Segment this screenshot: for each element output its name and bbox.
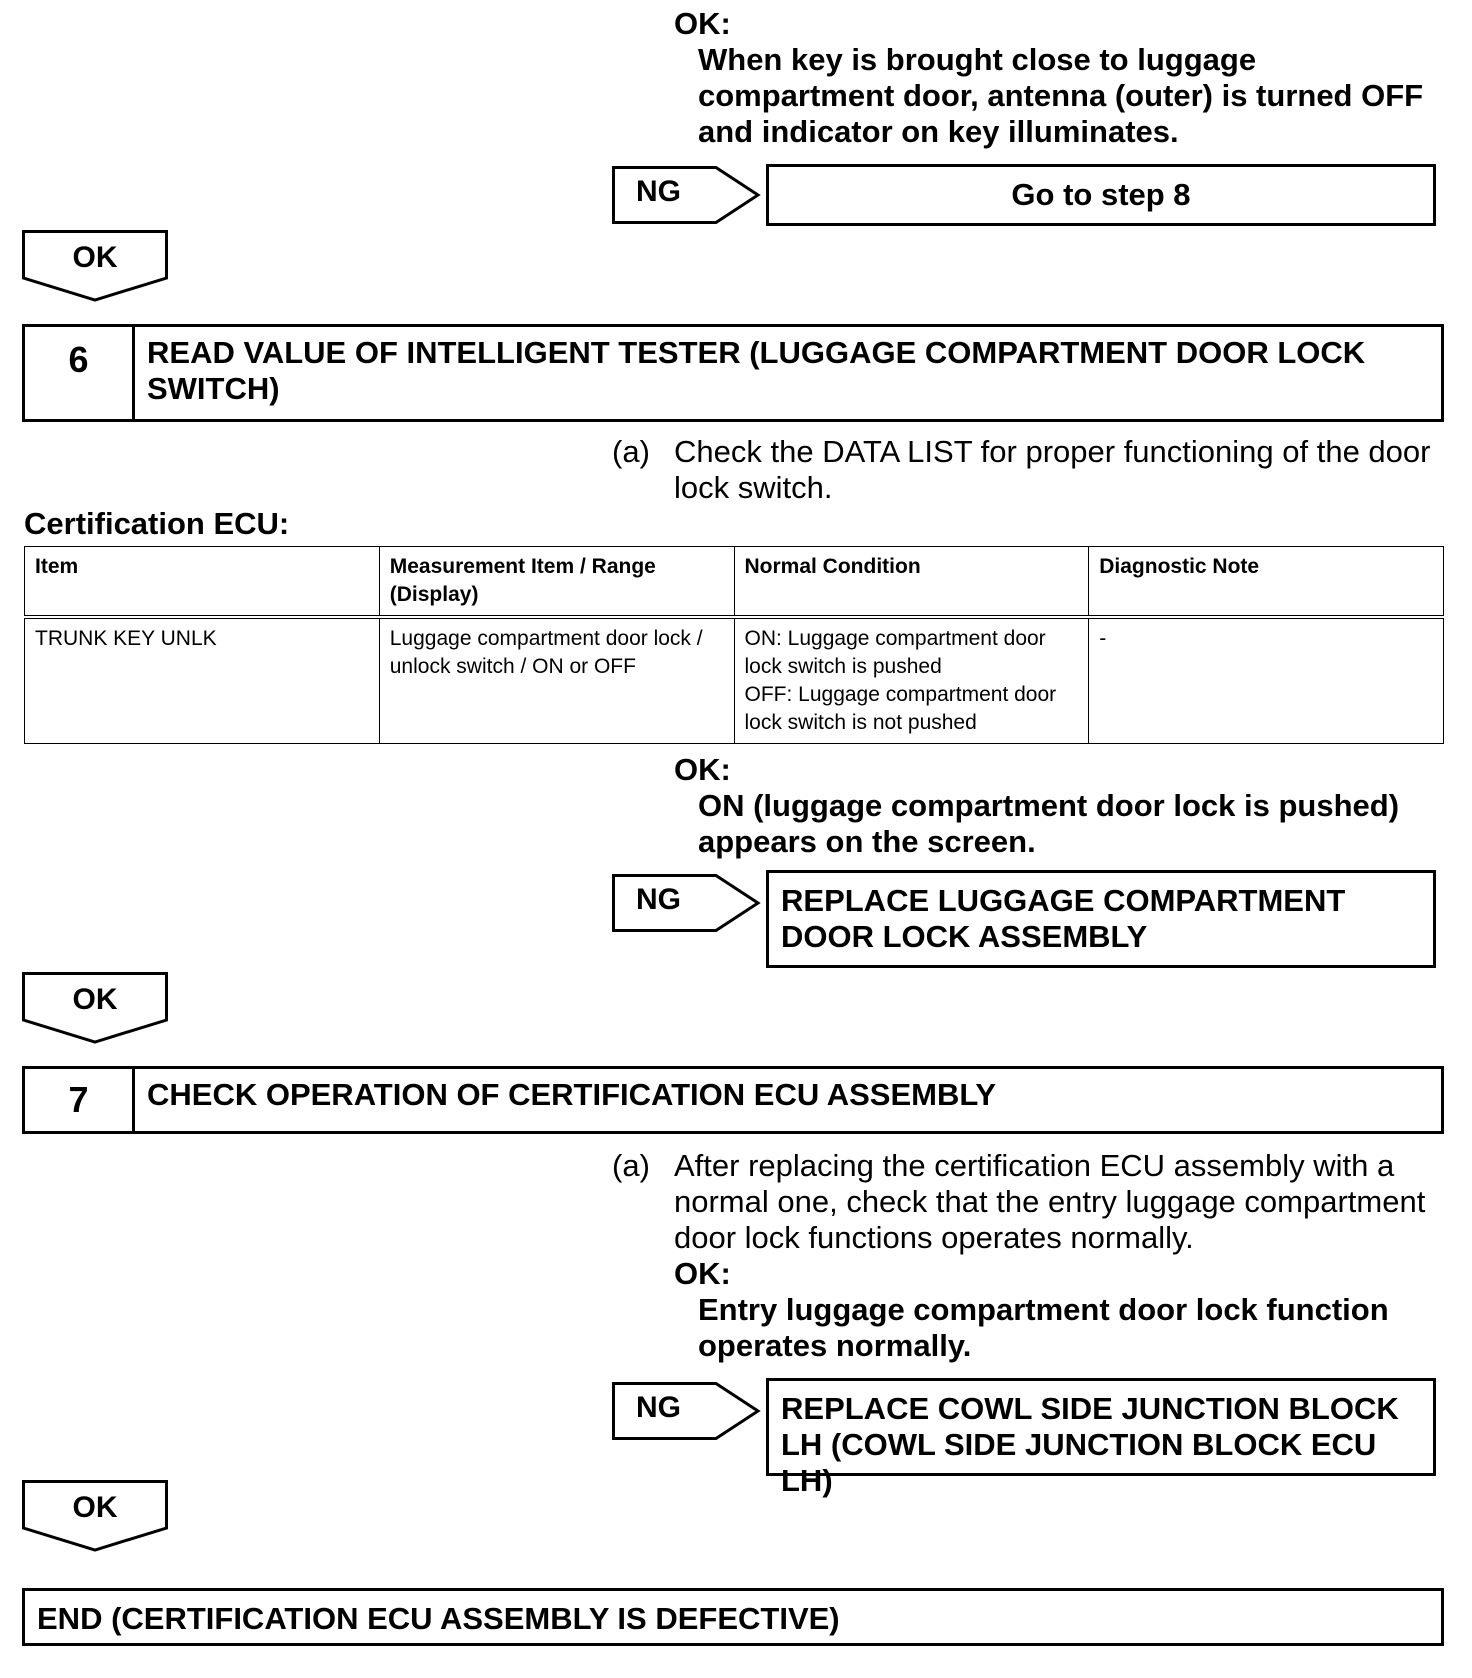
col-measurement-line: (Display) <box>389 583 479 606</box>
ng-arrow-icon <box>612 1382 762 1440</box>
top-ok-text-line: When key is brought close to luggage <box>698 42 1257 77</box>
top-ok-text-line: and indicator on key illuminates. <box>698 114 1179 149</box>
step-7-ng-label: NG <box>636 1391 681 1424</box>
top-ok-text-line: compartment door, antenna (outer) is turned OFF <box>698 78 1424 113</box>
step-6-instruction-line: lock switch. <box>674 470 833 505</box>
step-7-ok-label: OK: <box>674 1256 731 1291</box>
step-6-header <box>22 324 1444 422</box>
step-7-header <box>22 1066 1444 1134</box>
step-6-ok-text-line: appears on the screen. <box>698 824 1036 859</box>
step-7-title-line: CHECK OPERATION OF CERTIFICATION ECU ASSEMBLY <box>147 1077 997 1112</box>
step-7-ng-arrow <box>612 1382 762 1440</box>
data-list-table <box>24 546 1444 744</box>
col-measurement <box>379 547 734 618</box>
table-row <box>25 617 1444 744</box>
top-ok-arrow-label: OK <box>72 241 118 274</box>
end-text: END (CERTIFICATION ECU ASSEMBLY IS DEFECTIVE) <box>37 1601 840 1636</box>
step-6-instruction <box>674 434 1430 506</box>
step-7-number: 7 <box>25 1069 135 1131</box>
cell-item: TRUNK KEY UNLK <box>25 617 380 744</box>
step-6-title-line: SWITCH) <box>147 371 280 406</box>
step-7-instruction-line: door lock functions operates normally. <box>674 1220 1194 1255</box>
cell-measurement <box>379 617 734 744</box>
table-caption: Certification ECU: <box>24 506 290 541</box>
step-7-instruction-line: normal one, check that the entry luggage compartment <box>674 1184 1426 1219</box>
step-6-ng-result-line: REPLACE LUGGAGE COMPARTMENT <box>781 883 1346 918</box>
step-7-ok-text <box>698 1292 1389 1364</box>
step-6-ng-result-line: DOOR LOCK ASSEMBLY <box>781 919 1148 954</box>
step-7-instruction-line: After replacing the certification ECU assembly with a <box>674 1148 1395 1183</box>
step-6-ok-text-line: ON (luggage compartment door lock is pushed) <box>698 788 1400 823</box>
end-box <box>22 1588 1444 1646</box>
step-6-title-line: READ VALUE OF INTELLIGENT TESTER (LUGGAGE COMPARTMENT DOOR LOCK <box>147 335 1366 370</box>
step-6-instruction-line: Check the DATA LIST for proper functioning of the door <box>674 434 1431 469</box>
top-ng-result-text: Go to step 8 <box>1011 177 1191 212</box>
cell-normal-line: OFF: Luggage compartment door <box>744 683 1057 706</box>
top-ng-result <box>766 164 1436 226</box>
top-ng-label: NG <box>636 175 681 208</box>
step-6-ng-label: NG <box>636 883 681 916</box>
cell-measurement-line: unlock switch / ON or OFF <box>389 655 636 678</box>
col-normal-condition: Normal Condition <box>734 547 1089 618</box>
cell-diagnostic-note: - <box>1089 617 1444 744</box>
step-6-ok-text <box>698 788 1399 860</box>
step-7-ng-result-line: LH (COWL SIDE JUNCTION BLOCK ECU LH) <box>781 1427 1377 1498</box>
top-ng-arrow <box>612 166 762 224</box>
cell-measurement-line: Luggage compartment door lock / <box>389 627 703 650</box>
cell-normal-line: lock switch is not pushed <box>744 711 977 734</box>
top-ok-text <box>698 42 1423 150</box>
cell-normal-line: lock switch is pushed <box>744 655 942 678</box>
step-6-title <box>135 327 1441 419</box>
step-6-ok-arrow-label: OK <box>72 983 118 1016</box>
step-7-ok-text-line: Entry luggage compartment door lock function <box>698 1292 1389 1327</box>
step-7-ng-result-line: REPLACE COWL SIDE JUNCTION BLOCK <box>781 1391 1399 1426</box>
step-7-instruction-marker: (a) <box>612 1148 650 1183</box>
step-6-number: 6 <box>25 327 135 419</box>
ng-arrow-icon <box>612 874 762 932</box>
step-6-ng-arrow <box>612 874 762 932</box>
top-ok-label: OK: <box>674 6 731 41</box>
table-header-row <box>25 547 1444 618</box>
step-7-title <box>135 1069 1441 1131</box>
ng-arrow-icon <box>612 166 762 224</box>
step-6-ok-label: OK: <box>674 752 731 787</box>
col-diagnostic-note: Diagnostic Note <box>1089 547 1444 618</box>
cell-normal-condition <box>734 617 1089 744</box>
step-6-instruction-marker: (a) <box>612 434 650 469</box>
col-measurement-line: Measurement Item / Range <box>389 555 656 578</box>
step-7-instruction <box>674 1148 1425 1256</box>
step-7-ok-text-line: operates normally. <box>698 1328 972 1363</box>
step-7-ng-result <box>766 1378 1436 1498</box>
cell-normal-line: ON: Luggage compartment door <box>744 627 1046 650</box>
step-6-ng-result <box>766 870 1436 968</box>
step-7-ok-arrow-label: OK <box>72 1491 118 1524</box>
col-item: Item <box>25 547 380 618</box>
